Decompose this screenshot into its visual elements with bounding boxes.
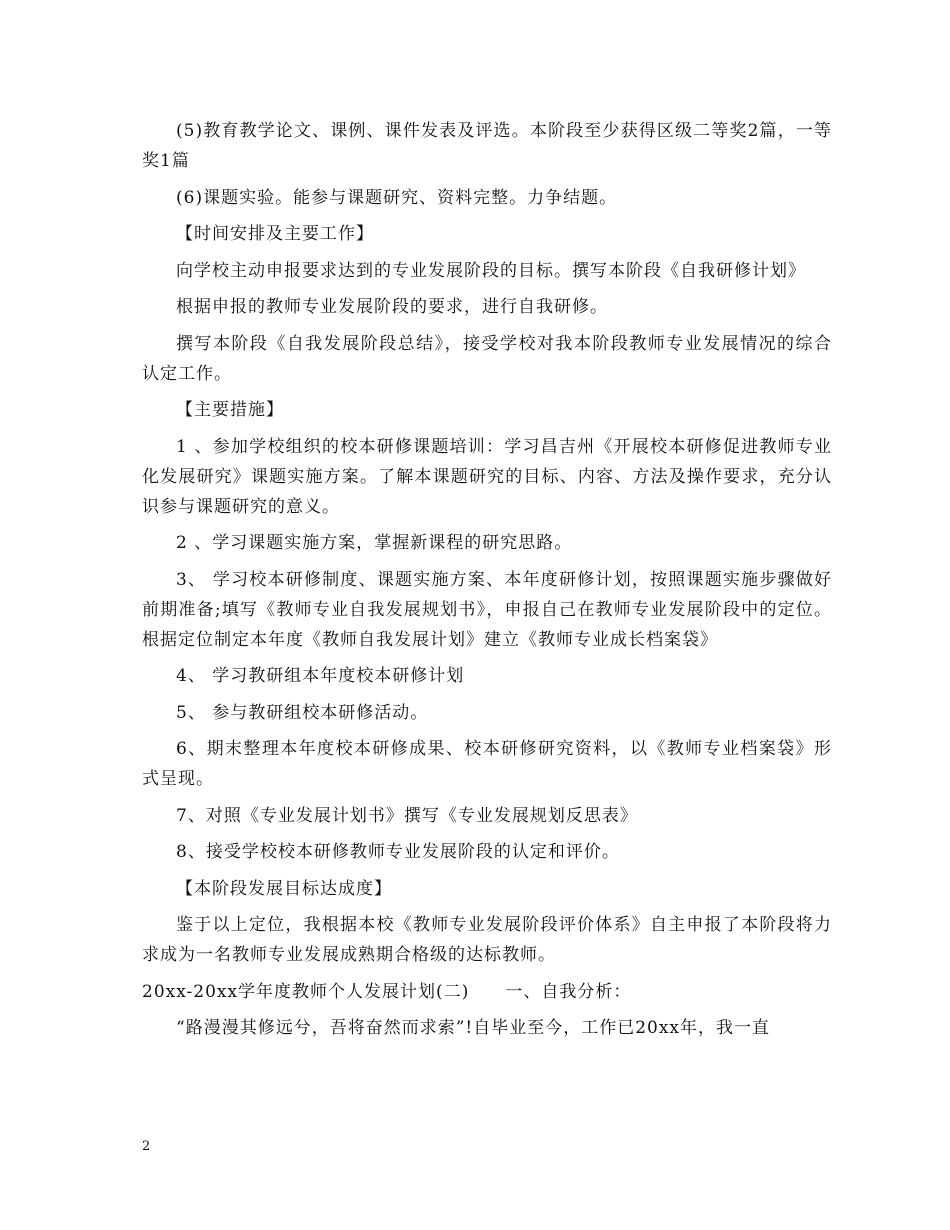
paragraph-measure-7: 7、对照《专业发展计划书》撰写《专业发展规划反思表》: [176, 805, 638, 826]
paragraph-measure-2: 2 、学习课题实施方案，掌握新课程的研究思路。: [176, 533, 573, 553]
paragraph-goal-5: (5)教育教学论文、课例、课件发表及评选。本阶段至少获得区级二等奖2篇，一等奖1篇: [142, 121, 832, 171]
section-heading-achievement: 【本阶段发展目标达成度】: [176, 878, 392, 899]
plan-two-heading: 20xx-20xx学年度教师个人发展计划(二) 一、自我分析：: [142, 981, 632, 1002]
paragraph-measure-5: 5、 参与教研组校本研修活动。: [176, 702, 429, 723]
document-body: [142, 116, 832, 1050]
paragraph-measure-1: 1 、参加学校组织的校本研修课题培训：学习昌吉州《开展校本研修促进教师专业化发展研究》课题实施方案。了解本课题研究的目标、内容、方法及操作要求，充分认识参与课题研究的意义。: [142, 436, 832, 517]
paragraph-measure-4: 4、 学习教研组本年度校本研修计划: [176, 666, 465, 686]
paragraph-schedule-2: 根据申报的教师专业发展阶段的要求，进行自我研修。: [176, 297, 608, 317]
paragraph-self-analysis: “路漫漫其修远兮，吾将奋然而求索”!自毕业至今，工作已20xx年，我一直: [176, 1018, 771, 1038]
section-heading-schedule: 【时间安排及主要工作】: [176, 224, 374, 244]
section-heading-measures: 【主要措施】: [176, 400, 284, 420]
paragraph-measure-6: 6、期末整理本年度校本研修成果、校本研修研究资料，以《教师专业档案袋》形式呈现。: [142, 739, 832, 789]
paragraph-schedule-1: 向学校主动申报要求达到的专业发展阶段的目标。撰写本阶段《自我研修计划》: [176, 260, 806, 281]
paragraph-schedule-3: 撰写本阶段《自我发展阶段总结》，接受学校对我本阶段教师专业发展情况的综合认定工作。: [142, 333, 832, 384]
paragraph-achievement: 鉴于以上定位，我根据本校《教师专业发展阶段评价体系》自主申报了本阶段将力求成为一名教师专业发展成熟期合格级的达标教师。: [142, 915, 832, 965]
paragraph-goal-6: (6)课题实验。能参与课题研究、资料完整。力争结题。: [176, 187, 618, 208]
paragraph-measure-8: 8、接受学校校本研修教师专业发展阶段的认定和评价。: [176, 842, 620, 862]
paragraph-measure-3: 3、 学习校本研修制度、课题实施方案、本年度研修计划，按照课题实施步骤做好前期准备;填写《教师专业自我发展规划书》，申报自己在教师专业发展阶段中的定位。根据定位制定本年度《教师自我发展计划》建立《教师专业成长档案袋》: [142, 569, 832, 650]
page-number: 2: [142, 1139, 151, 1154]
